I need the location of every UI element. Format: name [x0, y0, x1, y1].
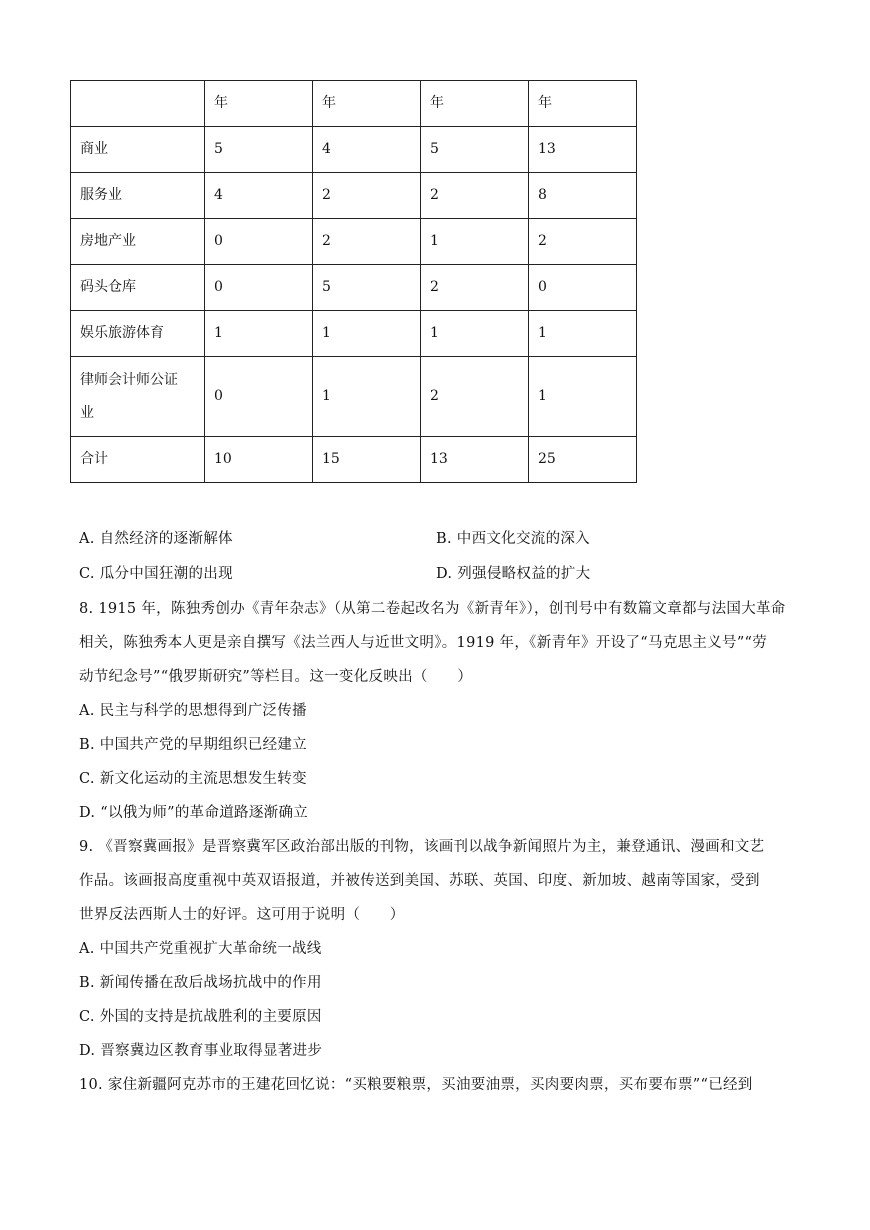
q9-option-d[interactable]: D. 晋察冀边区教育事业取得显著进步 — [79, 1043, 323, 1059]
table-row — [71, 173, 637, 219]
table-cell: 5 — [205, 127, 313, 173]
table-cell: 4 — [205, 173, 313, 219]
table-header-cell: 年 — [529, 81, 637, 127]
q8-stem-line: 动节纪念号”“俄罗斯研究”等栏目。这一变化反映出（ ） — [79, 669, 473, 685]
table-cell: 15 — [313, 437, 421, 483]
q7-option-b[interactable]: B. 中西文化交流的深入 — [436, 531, 590, 547]
table-cell-line: 律师会计师公证 — [80, 371, 178, 388]
q8-option-d[interactable]: D. “以俄为师”的革命道路逐渐确立 — [79, 805, 309, 821]
q7-option-d[interactable]: D. 列强侵略权益的扩大 — [436, 566, 591, 582]
table-cell: 0 — [529, 265, 637, 311]
table-header-cell — [71, 81, 205, 127]
table-row — [71, 357, 637, 437]
table-cell: 0 — [205, 265, 313, 311]
table-cell: 5 — [313, 265, 421, 311]
table-cell: 1 — [313, 357, 421, 437]
table-cell: 商业 — [71, 127, 205, 173]
table-cell: 1 — [313, 311, 421, 357]
table-row — [71, 127, 637, 173]
table-header-cell: 年 — [205, 81, 313, 127]
table-cell: 码头仓库 — [71, 265, 205, 311]
table-cell: 25 — [529, 437, 637, 483]
table-cell: 1 — [529, 311, 637, 357]
table-cell: 2 — [421, 173, 529, 219]
table-cell: 13 — [421, 437, 529, 483]
table-cell: 1 — [529, 357, 637, 437]
table-cell: 5 — [421, 127, 529, 173]
q8-stem-line: 相关，陈独秀本人更是亲自撰写《法兰西人与近世文明》。1919 年，《新青年》开设了“马克思主义号”“劳 — [79, 635, 768, 651]
q10-stem-line: 10. 家住新疆阿克苏市的王建花回忆说：“买粮要粮票，买油要油票，买肉要肉票，买布要布票”“已经到 — [79, 1077, 753, 1093]
q9-option-c[interactable]: C. 外国的支持是抗战胜利的主要原因 — [79, 1009, 322, 1025]
table-row — [71, 311, 637, 357]
table-header-cell: 年 — [313, 81, 421, 127]
table-cell: 2 — [421, 265, 529, 311]
q9-stem-line: 9. 《晋察冀画报》是晋察冀军区政治部出版的刊物，该画刊以战争新闻照片为主，兼登通讯、漫画和文艺 — [79, 839, 765, 855]
table-cell: 1 — [205, 311, 313, 357]
table-cell: 8 — [529, 173, 637, 219]
table-cell: 4 — [313, 127, 421, 173]
q7-option-c[interactable]: C. 瓜分中国狂潮的出现 — [79, 566, 233, 582]
table-header-cell: 年 — [421, 81, 529, 127]
table-cell: 娱乐旅游体育 — [71, 311, 205, 357]
table-cell: 2 — [529, 219, 637, 265]
table-cell: 服务业 — [71, 173, 205, 219]
table-total-row — [71, 437, 637, 483]
table-cell — [71, 357, 205, 437]
q8-stem-line: 8. 1915 年，陈独秀创办《青年杂志》（从第二卷起改名为《新青年》），创刊号中有数篇文章都与法国大革命 — [79, 601, 786, 617]
table-cell-line: 业 — [80, 404, 94, 421]
q8-option-a[interactable]: A. 民主与科学的思想得到广泛传播 — [79, 703, 307, 719]
table-cell: 合计 — [71, 437, 205, 483]
q7-option-a[interactable]: A. 自然经济的逐渐解体 — [79, 531, 233, 547]
table-cell: 0 — [205, 219, 313, 265]
table-cell: 0 — [205, 357, 313, 437]
table-row — [71, 219, 637, 265]
table-cell: 2 — [313, 219, 421, 265]
q8-option-c[interactable]: C. 新文化运动的主流思想发生转变 — [79, 771, 307, 787]
table-cell: 2 — [313, 173, 421, 219]
table-cell: 1 — [421, 311, 529, 357]
table-row — [71, 265, 637, 311]
table-cell: 13 — [529, 127, 637, 173]
table-cell: 2 — [421, 357, 529, 437]
q9-option-a[interactable]: A. 中国共产党重视扩大革命统一战线 — [79, 941, 322, 957]
statistics-table — [70, 80, 637, 483]
q9-stem-line: 作品。该画报高度重视中英双语报道，并被传送到美国、苏联、英国、印度、新加坡、越南等国家，受到 — [79, 873, 760, 889]
q8-option-b[interactable]: B. 中国共产党的早期组织已经建立 — [79, 737, 307, 753]
q9-stem-line: 世界反法西斯人士的好评。这可用于说明（ ） — [79, 907, 405, 923]
table-cell: 房地产业 — [71, 219, 205, 265]
table-header-row — [71, 81, 637, 127]
table-cell: 10 — [205, 437, 313, 483]
q9-option-b[interactable]: B. 新闻传播在敌后战场抗战中的作用 — [79, 975, 322, 991]
table-cell: 1 — [421, 219, 529, 265]
